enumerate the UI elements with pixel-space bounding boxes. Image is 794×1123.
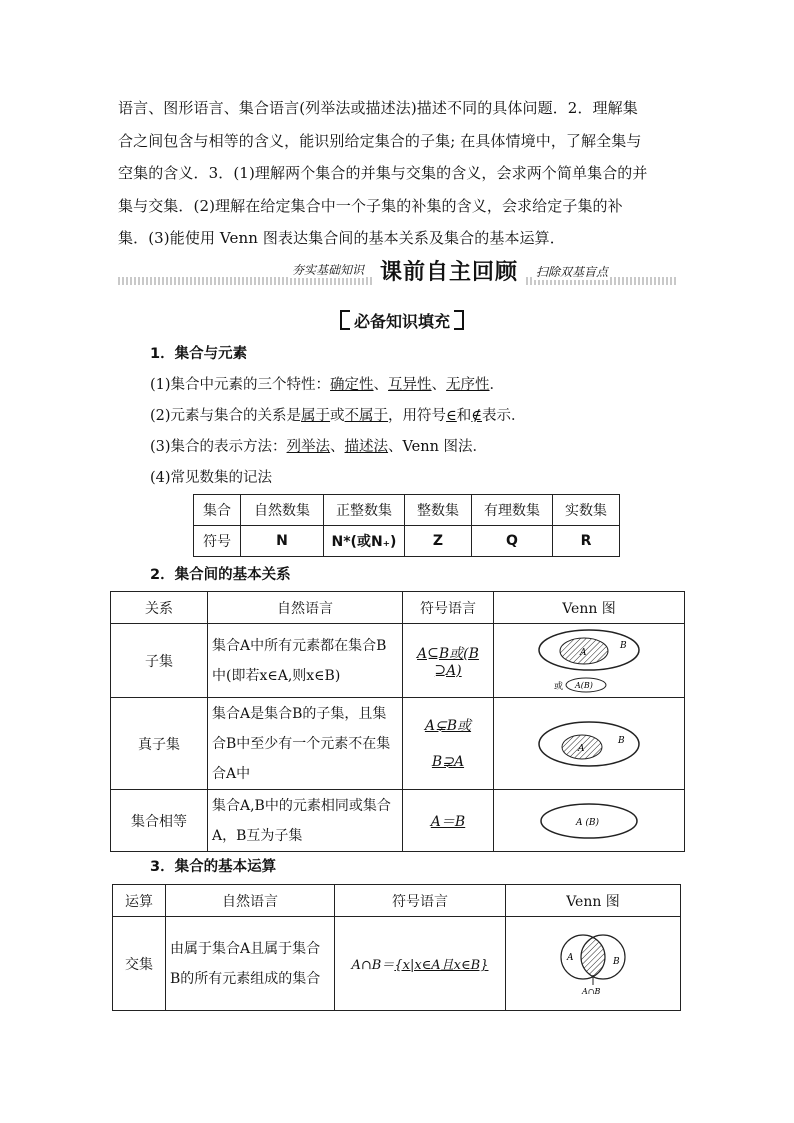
symbol-text: A∩B＝	[351, 958, 395, 973]
table-cell: 集合	[194, 495, 241, 526]
answer: 不属于	[344, 408, 389, 424]
operations-table	[112, 884, 681, 1011]
table-cell: 实数集	[553, 495, 620, 526]
text: (3)集合的表示方法：	[150, 439, 287, 455]
venn-label: A	[567, 952, 574, 963]
intro-paragraph	[118, 92, 678, 255]
table-cell	[403, 624, 494, 698]
table-cell	[403, 698, 494, 790]
subset-venn-diagram	[534, 628, 644, 694]
table-cell: 整数集	[405, 495, 472, 526]
text: ，用符号	[388, 408, 447, 424]
table-cell: 自然语言	[208, 592, 403, 624]
table-row	[111, 624, 685, 698]
venn-label: B	[620, 640, 627, 651]
table-cell: 符号语言	[335, 885, 506, 917]
text: 表示．	[482, 408, 526, 424]
table-cell: 符号	[194, 526, 241, 557]
section-banner	[118, 255, 678, 289]
table-row	[111, 698, 685, 790]
s1-line-1	[150, 373, 504, 394]
venn-cell	[494, 698, 685, 790]
symbol-line: A⊊B或	[424, 717, 472, 734]
text: 、	[330, 439, 345, 455]
table-cell: 由属于集合A且属于集合B的所有元素组成的集合	[166, 917, 335, 1011]
table-row	[194, 495, 620, 526]
symbol-line: ⊇A)	[434, 662, 462, 679]
table-cell: 真子集	[111, 698, 208, 790]
banner-left-text: 夯实基础知识	[292, 263, 365, 277]
intersection-venn-diagram	[553, 931, 633, 997]
answer: ∈	[446, 408, 457, 424]
text: (1)集合中元素的三个特性：	[150, 377, 331, 393]
right-bracket-icon	[454, 310, 464, 330]
text: ．	[489, 377, 505, 393]
heading-2: 2．集合间的基本关系	[150, 567, 291, 583]
symbol-line: A＝B	[430, 813, 466, 830]
answer: ∉	[471, 408, 483, 424]
proper-subset-venn-diagram	[534, 719, 644, 769]
symbol-line: B⊋A	[431, 753, 465, 770]
section-title	[340, 309, 464, 332]
table-cell: 自然数集	[241, 495, 324, 526]
table-cell: 运算	[113, 885, 166, 917]
section-title-text: 必备知识填充	[354, 312, 451, 331]
table-cell: 集合A,B中的元素相同或集合A，B互为子集	[208, 790, 403, 852]
table-cell: 关系	[111, 592, 208, 624]
answer: 无序性	[446, 377, 490, 393]
text: (2)元素与集合的关系是	[150, 408, 302, 424]
banner-right-text: 扫除双基盲点	[536, 265, 609, 279]
heading-1: 1．集合与元素	[150, 346, 248, 362]
table-cell: 交集	[113, 917, 166, 1011]
answer: {x|x∈A且x∈B}	[394, 958, 489, 973]
table-cell	[335, 917, 506, 1011]
answer: 列举法	[286, 439, 331, 455]
intro-line: 合之间包含与相等的含义，能识别给定集合的子集; 在具体情境中，了解全集与	[118, 131, 642, 150]
venn-label: B	[618, 735, 625, 746]
venn-label: A∩B	[582, 986, 601, 996]
s1-line-3	[150, 435, 487, 456]
venn-cell	[494, 790, 685, 852]
table-cell: N*(或N₊)	[324, 526, 405, 557]
text: 和	[456, 408, 472, 424]
table-cell: N	[241, 526, 324, 557]
venn-label: B	[613, 956, 620, 967]
table-cell: Z	[405, 526, 472, 557]
table-cell: 正整数集	[324, 495, 405, 526]
left-bracket-icon	[340, 310, 350, 330]
relations-table	[110, 591, 685, 852]
answer: 描述法	[344, 439, 389, 455]
venn-label: A(B)	[575, 680, 593, 690]
s1-line-4: (4)常见数集的记法	[150, 470, 273, 486]
answer: 属于	[301, 408, 331, 424]
text: 或	[330, 408, 345, 424]
venn-label: A	[580, 647, 587, 658]
text: 、	[373, 377, 389, 393]
banner-title: 课前自主回顾	[374, 255, 524, 286]
text: 、	[431, 377, 447, 393]
s1-line-2	[150, 404, 526, 425]
table-row	[194, 526, 620, 557]
table-cell: Venn 图	[506, 885, 681, 917]
table-row	[111, 592, 685, 624]
venn-cell	[506, 917, 681, 1011]
table-cell: 符号语言	[403, 592, 494, 624]
table-row	[111, 790, 685, 852]
answer: 互异性	[388, 377, 432, 393]
table-cell: Q	[472, 526, 553, 557]
table-cell: R	[553, 526, 620, 557]
table-row	[113, 885, 681, 917]
table-cell: 有理数集	[472, 495, 553, 526]
answer: 确定性	[330, 377, 374, 393]
table-cell: 集合A中所有元素都在集合B中(即若x∈A,则x∈B)	[208, 624, 403, 698]
table-cell: 集合A是集合B的子集，且集合B中至少有一个元素不在集合A中	[208, 698, 403, 790]
intro-line: 集与交集．(2)理解在给定集合中一个子集的补集的含义，会求给定子集的补	[118, 196, 623, 215]
table-cell: 自然语言	[166, 885, 335, 917]
table-cell: Venn 图	[494, 592, 685, 624]
number-sets-table	[193, 494, 620, 557]
heading-3: 3．集合的基本运算	[150, 859, 277, 875]
equal-sets-venn-diagram	[534, 801, 644, 841]
venn-label: A	[578, 743, 585, 754]
intro-line: 语言、图形语言、集合语言(列举法或描述法)描述不同的具体问题．2．理解集	[118, 99, 638, 117]
venn-cell	[494, 624, 685, 698]
symbol-line: A⊆B或(B	[417, 645, 479, 662]
table-cell: 子集	[111, 624, 208, 698]
table-row	[113, 917, 681, 1011]
intro-line: 集．(3)能使用 Venn 图表达集合间的基本关系及集合的基本运算．	[118, 229, 565, 247]
venn-or: 或	[554, 681, 564, 692]
intro-line: 空集的含义．3．(1)理解两个集合的并集与交集的含义，会求两个简单集合的并	[118, 164, 648, 182]
table-cell	[403, 790, 494, 852]
text: 、Venn 图法．	[388, 439, 488, 455]
venn-label: A (B)	[576, 817, 599, 828]
table-cell: 集合相等	[111, 790, 208, 852]
